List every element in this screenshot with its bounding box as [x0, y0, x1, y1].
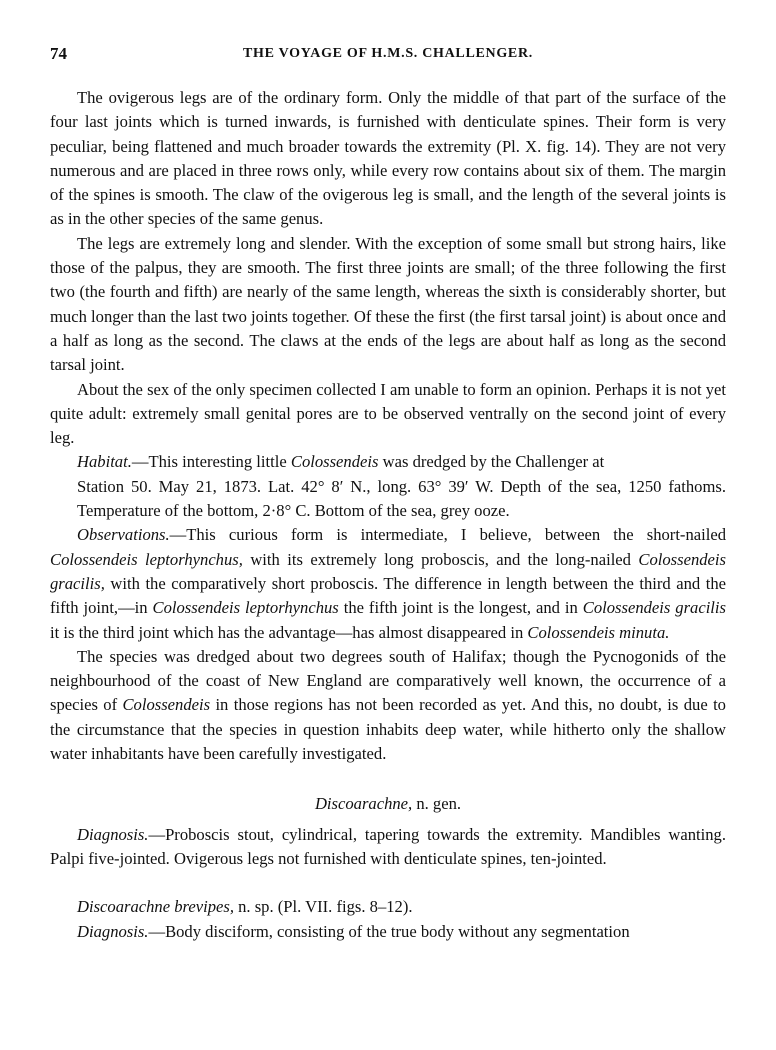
- distribution-text-b: in those regions has not been recorded as yet. And this, no doubt, is due to the circumstance that the species in question inhabits deep water, while hitherto only the shallow water inhabitants have been carefully investigated.: [50, 695, 726, 764]
- observations-label: Observations.: [77, 525, 170, 545]
- obs-text-c: with the comparatively short proboscis. The difference in length between the third and the fifth joint,—in: [50, 573, 726, 618]
- species-diagnosis-text: —Body disciform, consisting of the true body without any segmentation: [148, 921, 630, 941]
- paragraph-habitat-station: Station 50. May 21, 1873. Lat. 42° 8′ N., long. 63° 39′ W. Depth of the sea, 1250 fathoms. Temperature of the bottom, 2·8° C. Bottom of the sea, grey ooze.: [77, 476, 726, 521]
- running-title: THE VOYAGE OF H.M.S. CHALLENGER.: [243, 46, 533, 61]
- habitat-label: Habitat.: [77, 452, 132, 472]
- paragraph-observations: [50, 523, 726, 644]
- obs-species-1: Colossendeis leptorhynchus,: [50, 549, 243, 569]
- species-heading: [50, 895, 726, 919]
- obs-text-e: it is the third joint which has the advantage—has almost disappeared in: [50, 622, 528, 642]
- genus-suffix: n. gen.: [412, 794, 462, 814]
- paragraph-ovigerous-legs: The ovigerous legs are of the ordinary form. Only the middle of that part of the surface of the four last joints which is turned inwards, is furnished with denticulate spines. Their form is very peculiar, being flattened and much broader towards the extremity (Pl. X. fig. 14). They are not very numerous and are placed in three rows only, while every row contains about six of them. The margin of the spines is smooth. The claw of the ovigerous leg is small, and the length of the several joints is as in the other species of the same genus.: [50, 88, 726, 229]
- obs-text-b: with its extremely long proboscis, and the long-nailed: [242, 549, 639, 569]
- body-text: [50, 86, 726, 944]
- species-reference: n. sp. (Pl. VII. figs. 8–12).: [233, 897, 413, 917]
- obs-species-5: Colossendeis minuta.: [527, 622, 670, 642]
- species-diagnosis-label: Diagnosis.: [77, 921, 149, 941]
- obs-species-4: Colossendeis gracilis: [582, 598, 726, 618]
- paragraph-sex: About the sex of the only specimen collected I am unable to form an opinion. Perhaps it is not yet quite adult: extremely small genital pores are to be observed ventrally on the second joint of every leg.: [50, 379, 726, 448]
- paragraph-legs: The legs are extremely long and slender. With the exception of some small but strong hairs, like those of the palpus, they are smooth. The first three joints are small; of the three following the first two (the fourth and fifth) are nearly of the same length, whereas the sixth is considerably shorter, but much longer than the last two joints together. Of these the first (the first tarsal joint) is about once and a half as long as the second. The claws at the ends of the legs are about half as long as the second tarsal joint.: [50, 233, 726, 375]
- distribution-genus: Colossendeis: [122, 695, 211, 715]
- paragraph-habitat: [50, 450, 726, 474]
- obs-species-3: Colossendeis leptorhynchus: [152, 598, 339, 618]
- habitat-text-b: was dredged by the Challenger at: [378, 452, 605, 472]
- paragraph-distribution: [50, 645, 726, 766]
- habitat-text-a: —This interesting little: [131, 452, 291, 472]
- genus-name: Discoarachne,: [314, 794, 413, 814]
- page-header: [50, 44, 726, 66]
- genus-diagnosis-text: —Proboscis stout, cylindrical, tapering towards the extremity. Mandibles wanting. Palpi five-jointed. Ovigerous legs not furnished with denticulate spines, ten-jointed.: [50, 824, 726, 868]
- page-number: 74: [50, 44, 67, 63]
- paragraph-species-diagnosis: [50, 920, 726, 944]
- species-name: Discoarachne brevipes,: [77, 897, 234, 917]
- obs-species-2: Colossendeis gracilis,: [50, 549, 726, 593]
- genus-diagnosis-label: Diagnosis.: [77, 824, 149, 844]
- obs-text-a: —This curious form is intermediate, I believe, between the short-nailed: [169, 525, 726, 545]
- obs-text-d: the fifth joint is the longest, and in: [338, 598, 583, 618]
- paragraph-genus-diagnosis: [50, 823, 726, 872]
- distribution-text-a: The species was dredged about two degrees south of Halifax; though the Pycnogonids of the neighbourhood of the coast of New England are comparatively well known, the occurrence of a species of: [50, 646, 726, 715]
- genus-heading: [50, 792, 726, 816]
- habitat-genus: Colossendeis: [290, 452, 379, 472]
